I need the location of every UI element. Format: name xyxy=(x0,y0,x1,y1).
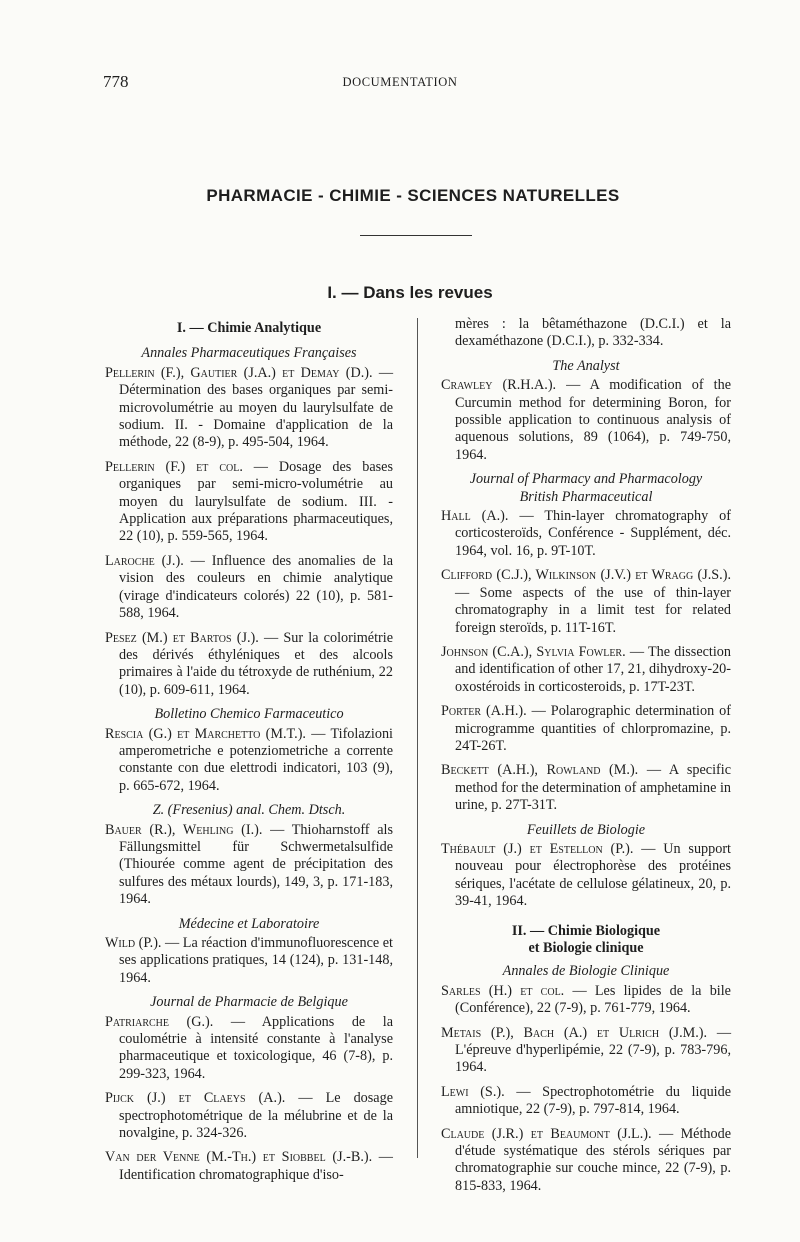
entry-text: — Thin-layer chromatography of corticosteroïds, Conférence - Supplément, déc. 1964, vol. 16, p. 9T-10T. xyxy=(455,508,731,559)
entry-authors: Pellerin (F.), Gautier (J.A.) et Demay (D.). xyxy=(105,364,373,381)
journal-title: Annales de Biologie Clinique xyxy=(502,963,670,980)
entry-text: — The dissection and identification of other 17, 21, dihydroxy-20-oxostéroids in corticosteroids, p. 17T-23T. xyxy=(455,643,731,695)
bibliography-entry xyxy=(441,508,731,560)
entry-authors: Hall (A.). xyxy=(441,508,509,525)
entry-text: — Les lipides de la bile (Conférence), 22 (7-9), p. 761-779, 1964. xyxy=(455,982,731,1017)
entry-authors: Clifford (C.J.), Wilkinson (J.V.) et Wragg (J.S.). xyxy=(441,567,731,584)
entry-authors: Metais (P.), Bach (A.) et Ulrich (J.M.). xyxy=(441,1024,708,1041)
section-title: PHARMACIE - CHIMIE - SCIENCES NATURELLES xyxy=(206,186,620,205)
entry-text: — Spectrophotométrie du liquide amniotique, 22 (7-9), p. 797-814, 1964. xyxy=(455,1083,732,1118)
bibliography-entry xyxy=(441,841,731,911)
entry-authors: Lewi (S.). xyxy=(441,1083,505,1100)
entry-text: — Sur la colorimétrie des dérivés éthyléniques et des alcools primaires à l'aide du tétroxyde de ruthénium, 22 (10), p. 609-611, 1964. xyxy=(119,629,394,698)
bibliography-entry xyxy=(105,630,393,700)
entry-text: — La réaction d'immunofluorescence et ses applications pratiques, 14 (124), p. 131-148, 1964. xyxy=(119,935,393,986)
entry-authors: Thébault (J.) et Estellon (P.). xyxy=(441,840,634,857)
bibliography-entry xyxy=(441,983,731,1018)
entry-text: — Polarographic determination of microgramme quantities of chlorpromazine, p. 24T-26T. xyxy=(455,703,731,754)
running-head: DOCUMENTATION xyxy=(342,75,458,89)
entry-text: — Thioharnstoff als Fällungsmittel für Schwermetalsulfide (Thiourée comme agent de précipitation des sulfures des métaux lourds), 149, 3, p. 171-183, 1964. xyxy=(119,821,393,908)
journal-title: Bolletino Chemico Farmaceutico xyxy=(154,706,344,723)
bibliography-entry xyxy=(105,365,393,452)
journal-title: Médecine et Laboratoire xyxy=(178,915,320,932)
left-column xyxy=(105,316,393,1191)
entry-authors: Porter (A.H.). xyxy=(441,703,527,720)
bibliography-entry xyxy=(441,1084,731,1119)
bibliography-entry xyxy=(441,644,731,696)
bibliography-entry xyxy=(105,459,393,546)
bibliography-entry xyxy=(105,935,393,987)
entry-text: — Un support nouveau pour électrophorèse des protéines sériques, l'acétate de cellulose gélatineux, 20, p. 39-41, 1964. xyxy=(455,840,731,910)
journal-title: Annales Pharmaceutiques Françaises xyxy=(141,345,357,362)
entry-text: — Méthode d'étude systématique des stérols sériques par chromatographie sur couche mince, 22 (7-9), p. 815-833, 1964. xyxy=(455,1125,731,1194)
entry-authors: Bauer (R.), Wehling (I.). xyxy=(105,821,263,838)
entry-authors: Rescia (G.) et Marchetto (M.T.). xyxy=(105,725,306,742)
bibliography-entry xyxy=(441,1126,731,1196)
title-rule xyxy=(360,235,472,236)
bibliography-entry xyxy=(105,1149,393,1184)
page-number: 778 xyxy=(103,72,129,91)
entry-authors: Beckett (A.H.), Rowland (M.). xyxy=(441,762,639,779)
bibliography-entry xyxy=(105,1014,393,1084)
entry-authors: Johnson (C.A.), Sylvia Fowler. xyxy=(441,643,626,660)
journal-title: Z. (Fresenius) anal. Chem. Dtsch. xyxy=(152,802,346,819)
bibliography-entry xyxy=(441,703,731,755)
category-heading: II. — Chimie Biologique xyxy=(511,922,661,939)
entry-authors: Laroche (J.). xyxy=(105,552,184,569)
bibliography-entry xyxy=(441,377,731,464)
entry-authors: Wild (P.). xyxy=(105,935,162,951)
bibliography-entry xyxy=(105,553,393,623)
entry-authors: Van der Venne (M.-Th.) et Siobbel (J.-B.). xyxy=(105,1149,373,1166)
entry-text: — Détermination des bases organiques par semi-microvolumétrie au moyen du laurylsulfate de sodium. II. - Domaine d'application de la méthode, 22 (8-9), p. 495-504, 1964. xyxy=(119,364,393,451)
journal-subtitle: British Pharmaceutical xyxy=(519,488,653,505)
journal-title: Feuillets de Biologie xyxy=(526,821,646,838)
entry-authors: Crawley (R.H.A.). xyxy=(441,377,557,394)
bibliography-entry xyxy=(105,822,393,909)
journal-title: The Analyst xyxy=(552,357,620,374)
entry-text: — Tifolazioni amperometriche e potenziometriche a corrente constante con due elettrodi indicatori, 103 (9), p. 665-672, 1964. xyxy=(119,725,393,794)
journal-title: Journal of Pharmacy and Pharmacology xyxy=(469,471,703,488)
entry-authors: Pijck (J.) et Claeys (A.). xyxy=(105,1090,286,1107)
bibliography-entry xyxy=(105,726,393,796)
category-heading: I. — Chimie Analytique xyxy=(176,320,322,336)
entry-text: — Le dosage spectrophotométrique de la mélubrine et de la novalgine, p. 324-326. xyxy=(119,1090,393,1142)
entry-continuation: mères : la bêtaméthazone (D.C.I.) et la dexaméthazone (D.C.I.), p. 332-334. xyxy=(455,316,731,350)
entry-text: — Influence des anomalies de la vision des couleurs en chimie analytique (virage d'indicateurs colorés) 22 (10), p. 581-588, 1964. xyxy=(119,552,393,622)
entry-text: — Dosage des bases organiques par semi-micro-volumétrie au moyen du laurylsulfate de sodium. III. - Application aux préparations pharmaceutiques, 22 (10), p. 559-565, 1964. xyxy=(119,458,393,545)
entry-text: — Identification chromatographique d'iso- xyxy=(119,1149,393,1183)
right-column xyxy=(441,316,731,1202)
journal-title: Journal de Pharmacie de Belgique xyxy=(150,994,348,1011)
entry-authors: Sarles (H.) et col. xyxy=(441,982,565,999)
entry-authors: Patriarche (G.). xyxy=(105,1013,214,1030)
entry-authors: Claude (J.R.) et Beaumont (J.L.). xyxy=(441,1125,652,1142)
bibliography-entry xyxy=(105,1090,393,1142)
entry-text: — Some aspects of the use of thin-layer chromatography in a limit test for related foreign steroïds, p. 11T-16T. xyxy=(455,584,731,636)
bibliography-entry xyxy=(441,567,731,637)
entry-text: — A modification of the Curcumin method for determining Boron, for possible application to continuous analysis of aquenous solutions, 89 (1064), p. 749-750, 1964. xyxy=(455,377,732,463)
entry-authors: Pellerin (F.) et col. xyxy=(105,458,243,475)
category-heading-line2: et Biologie clinique xyxy=(528,940,644,956)
entry-text: — A specific method for the determination of amphetamine in urine, p. 27T-31T. xyxy=(455,762,731,814)
subsection-title: I. — Dans les revues xyxy=(327,283,493,302)
bibliography-entry xyxy=(441,1025,731,1077)
entry-authors: Pesez (M.) et Bartos (J.). xyxy=(105,629,259,646)
column-divider xyxy=(417,318,418,1158)
entry-text: — Applications de la coulométrie à intensité constante à l'analyse pharmaceutique et toxicologique, 46 (7-8), p. 299-323, 1964. xyxy=(119,1013,393,1082)
bibliography-entry xyxy=(441,762,731,814)
entry-text: — L'épreuve d'hyperlipémie, 22 (7-9), p. 783-796, 1964. xyxy=(455,1024,732,1076)
